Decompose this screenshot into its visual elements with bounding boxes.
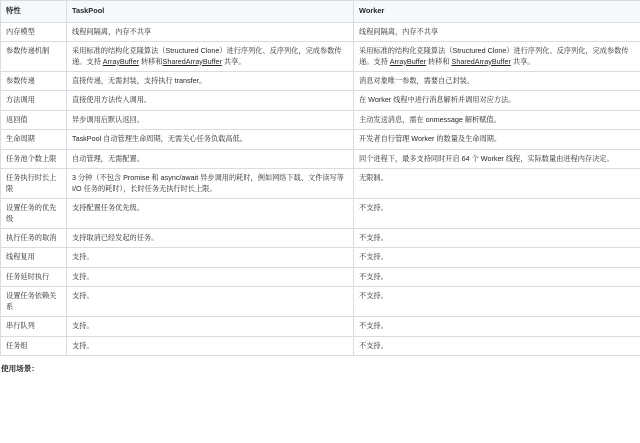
row-worker: 开发者自行管理 Worker 的数量及生命周期。 [354,130,640,149]
table-row [1,287,640,317]
row-feature: 执行任务的取消 [1,228,67,247]
table-row [1,248,640,267]
table-row [1,42,640,72]
table-row [1,149,640,168]
row-worker: 不支持。 [354,248,640,267]
row-worker: 在 Worker 线程中进行消息解析并调用对应方法。 [354,91,640,110]
row-worker: 不支持。 [354,336,640,355]
table-row [1,336,640,355]
row-worker: 不支持。 [354,287,640,317]
row-taskpool: 支持取消已经发起的任务。 [67,228,354,247]
row-worker: 消息对象唯一参数，需要自己封装。 [354,72,640,91]
row-feature: 生命周期 [1,130,67,149]
row-feature: 任务组 [1,336,67,355]
row-taskpool: 支持。 [67,317,354,336]
row-feature: 串行队列 [1,317,67,336]
table-row [1,110,640,129]
row-feature: 设置任务依赖关系 [1,287,67,317]
usage-scenario-heading: 使用场景： [1,364,39,374]
row-taskpool: 直接使用方法传入调用。 [67,91,354,110]
row-feature: 任务延时执行 [1,267,67,286]
row-taskpool: 直接传递，无需封装，支持执行 transfer。 [67,72,354,91]
row-taskpool: 采用标准的结构化克隆算法（Structured Clone）进行序列化、反序列化，完成参数传递。支持 ArrayBuffer 转移和SharedArrayBuffer 共享。 [67,42,354,72]
row-feature: 参数传递 [1,72,67,91]
table-row [1,199,640,229]
row-taskpool: 支持。 [67,267,354,286]
table-row [1,91,640,110]
table-row [1,22,640,41]
row-taskpool: 支持配置任务优先级。 [67,199,354,229]
row-feature: 线程复用 [1,248,67,267]
row-taskpool: 自动管理，无需配置。 [67,149,354,168]
column-header-feature: 特性 [1,1,67,23]
row-taskpool: 支持。 [67,336,354,355]
row-worker: 采用标准的结构化克隆算法（Structured Clone）进行序列化、反序列化，完成参数传递。支持 ArrayBuffer 转移和 SharedArrayBuffer 共享。 [354,42,640,72]
row-feature: 返回值 [1,110,67,129]
row-feature: 任务执行时长上限 [1,169,67,199]
row-feature: 任务池个数上限 [1,149,67,168]
row-worker: 不支持。 [354,199,640,229]
row-worker: 不支持。 [354,228,640,247]
table-body [1,22,640,355]
table-header [1,1,640,23]
table-row [1,169,640,199]
row-taskpool: TaskPool 自动管理生命周期，无需关心任务负载高低。 [67,130,354,149]
table-row [1,72,640,91]
row-worker: 不支持。 [354,317,640,336]
table-row [1,267,640,286]
row-taskpool: 线程间隔离，内存不共享 [67,22,354,41]
row-taskpool: 3 分钟（不包含 Promise 和 async/await 异步调用的耗时，例如网络下载、文件读写等 I/O 任务的耗时），长时任务无执行时长上限。 [67,169,354,199]
table-row [1,317,640,336]
table-row [1,130,640,149]
table-row [1,228,640,247]
row-worker: 不支持。 [354,267,640,286]
row-feature: 内存模型 [1,22,67,41]
row-taskpool: 支持。 [67,287,354,317]
table-header-row [1,1,640,23]
row-feature: 方法调用 [1,91,67,110]
row-feature: 参数传递机制 [1,42,67,72]
row-worker: 主动发送消息，需在 onmessage 解析赋值。 [354,110,640,129]
column-header-worker: Worker [354,1,640,23]
row-worker: 线程间隔离，内存不共享 [354,22,640,41]
row-feature: 设置任务的优先级 [1,199,67,229]
row-taskpool: 异步调用后默认返回。 [67,110,354,129]
row-worker: 无限制。 [354,169,640,199]
row-taskpool: 支持。 [67,248,354,267]
row-worker: 同个进程下，最多支持同时开启 64 个 Worker 线程，实际数量由进程内存决定。 [354,149,640,168]
column-header-taskpool: TaskPool [67,1,354,23]
